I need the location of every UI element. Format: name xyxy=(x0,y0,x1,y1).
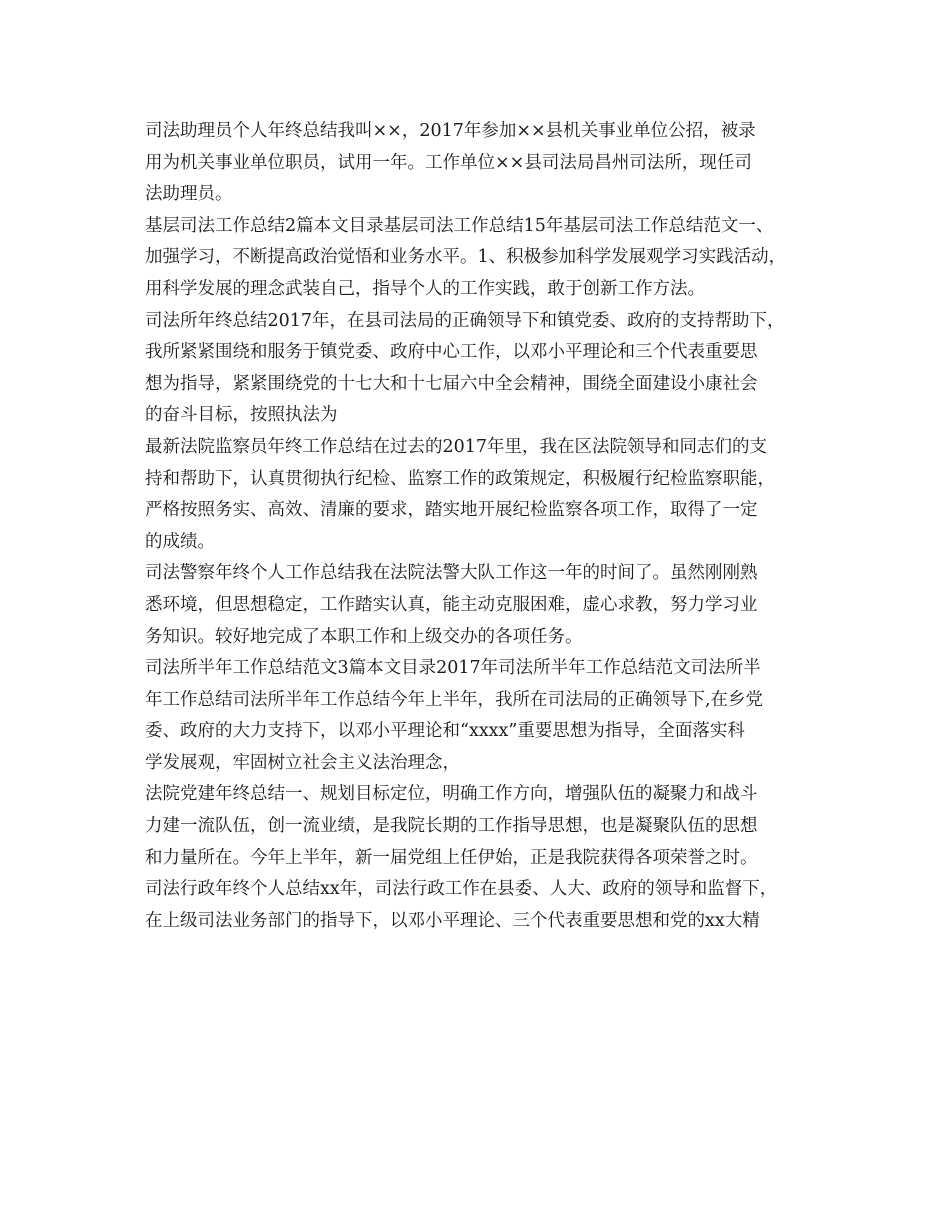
document-body xyxy=(145,116,825,937)
text-line: 司法助理员个人年终总结我叫××，2017年参加××县机关事业单位公招，被录 xyxy=(145,121,756,141)
text-line: 司法所年终总结2017年，在县司法局的正确领导下和镇党委、政府的支持帮助下， xyxy=(145,310,785,331)
paragraph xyxy=(145,306,825,432)
paragraph xyxy=(145,116,825,211)
text-line: 用科学发展的理念武装自己，指导个人的工作实践，敢于创新工作方法。 xyxy=(145,278,705,299)
text-line: 司法所半年工作总结范文3篇本文目录2017年司法所半年工作总结范文司法所半 xyxy=(145,658,761,679)
text-line: 用为机关事业单位职员，试用一年。工作单位××县司法局昌州司法所，现任司 xyxy=(145,152,752,173)
text-line: 的成绩。 xyxy=(145,531,215,552)
text-line: 严格按照务实、高效、清廉的要求，踏实地开展纪检监察各项工作，取得了一定 xyxy=(145,500,758,521)
text-line: 持和帮助下，认真贯彻执行纪检、监察工作的政策规定，积极履行纪检监察职能， xyxy=(145,468,775,489)
text-line: 务知识。较好地完成了本职工作和上级交办的各项任务。 xyxy=(145,626,583,647)
text-line: 法助理员。 xyxy=(145,184,233,205)
text-line: 学发展观，牢固树立社会主义法治理念， xyxy=(145,752,460,773)
text-line: 法院党建年终总结一、规划目标定位，明确工作方向，增强队伍的凝聚力和战斗 xyxy=(145,784,758,805)
paragraph xyxy=(145,211,825,306)
text-line: 加强学习，不断提高政治觉悟和业务水平。1、积极参加科学发展观学习实践活动， xyxy=(145,247,787,268)
paragraph xyxy=(145,874,825,937)
paragraph xyxy=(145,558,825,653)
paragraph xyxy=(145,779,825,874)
text-line: 年工作总结司法所半年工作总结今年上半年，我所在司法局的正确领导下,在乡党 xyxy=(145,689,764,710)
text-line: 最新法院监察员年终工作总结在过去的2017年里，我在区法院领导和同志们的支 xyxy=(145,436,768,457)
text-line: 基层司法工作总结2篇本文目录基层司法工作总结15年基层司法工作总结范文一、 xyxy=(145,215,774,236)
text-line: 委、政府的大力支持下，以邓小平理论和“xxxx”重要思想为指导，全面落实科 xyxy=(145,721,745,742)
text-line: 我所紧紧围绕和服务于镇党委、政府中心工作，以邓小平理论和三个代表重要思 xyxy=(145,342,758,363)
text-line: 司法行政年终个人总结xx年，司法行政工作在县委、人大、政府的领导和监督下， xyxy=(145,879,778,900)
text-line: 和力量所在。今年上半年，新一届党组上任伊始，正是我院获得各项荣誉之时。 xyxy=(145,847,758,868)
paragraph xyxy=(145,432,825,558)
text-line: 司法警察年终个人工作总结我在法院法警大队工作这一年的时间了。虽然刚刚熟 xyxy=(145,563,758,584)
text-line: 的奋斗目标，按照执法为 xyxy=(145,405,338,426)
text-line: 悉环境，但思想稳定，工作踏实认真，能主动克服困难，虚心求教，努力学习业 xyxy=(145,594,758,615)
paragraph xyxy=(145,653,825,779)
text-line: 力建一流队伍，创一流业绩，是我院长期的工作指导思想，也是凝聚队伍的思想 xyxy=(145,816,758,837)
text-line: 在上级司法业务部门的指导下，以邓小平理论、三个代表重要思想和党的xx大精 xyxy=(145,910,760,931)
text-line: 想为指导，紧紧围绕党的十七大和十七届六中全会精神，围绕全面建设小康社会 xyxy=(145,373,758,394)
